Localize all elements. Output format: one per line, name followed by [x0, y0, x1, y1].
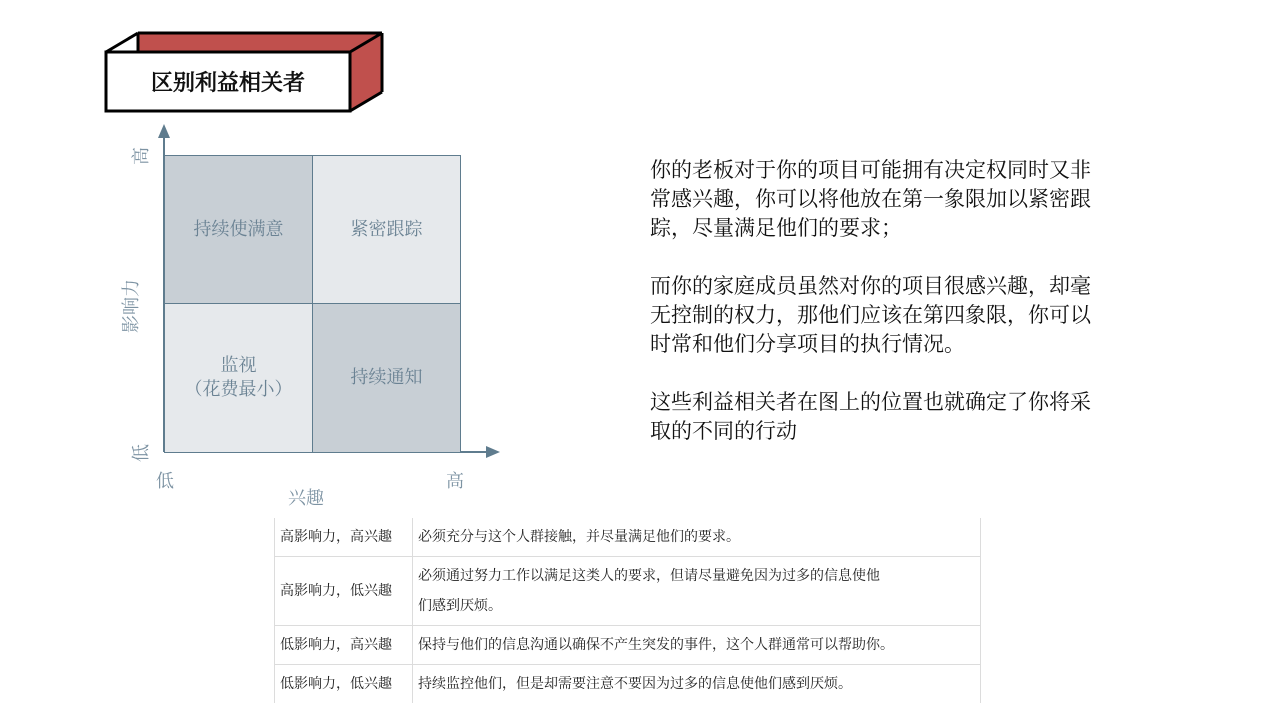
row-category: 高影响力，高兴趣 — [275, 518, 413, 557]
y-axis-label: 影响力 — [121, 279, 142, 333]
row-category: 低影响力，高兴趣 — [275, 626, 413, 665]
quadrant-manage-closely — [312, 155, 461, 304]
quadrant-sublabel: （花费最小） — [184, 379, 293, 400]
slide-title: 区别利益相关者 — [150, 71, 305, 96]
row-action: 保持与他们的信息沟通以确保不产生突发的事件，这个人群通常可以帮助你。 — [413, 626, 981, 665]
description-text — [650, 156, 1100, 475]
table-row — [275, 557, 981, 626]
x-axis-arrow-icon — [486, 446, 500, 458]
x-axis-high-label: 高 — [446, 471, 464, 492]
x-axis-label: 兴趣 — [288, 488, 324, 509]
row-action: 必须通过努力工作以满足这类人的要求，但请尽量避免因为过多的信息使他们感到厌烦。 — [413, 557, 981, 626]
x-axis-low-label: 低 — [156, 471, 174, 492]
strategy-table — [274, 518, 981, 703]
y-axis-low-label: 低 — [131, 444, 152, 462]
y-axis-high-label: 高 — [131, 147, 152, 165]
description-paragraph: 你的老板对于你的项目可能拥有决定权同时又非常感兴趣，你可以将他放在第一象限加以紧密跟踪，尽量满足他们的要求； — [650, 158, 1091, 240]
table-row — [275, 665, 981, 704]
quadrant-label: 持续使满意 — [193, 218, 284, 240]
description-paragraph: 这些利益相关者在图上的位置也就确定了你将采取的不同的行动 — [650, 390, 1091, 443]
stakeholder-matrix — [0, 0, 520, 520]
quadrant-label: 监视 — [220, 355, 257, 376]
row-action: 必须充分与这个人群接触，并尽量满足他们的要求。 — [413, 518, 981, 557]
quadrant-label: 持续通知 — [350, 367, 423, 388]
y-axis-arrow-icon — [158, 124, 170, 138]
row-category: 低影响力，低兴趣 — [275, 665, 413, 704]
quadrant-label: 紧密跟踪 — [350, 218, 423, 240]
quadrant-monitor — [164, 303, 313, 453]
row-category: 高影响力，低兴趣 — [275, 557, 413, 626]
row-action: 持续监控他们，但是却需要注意不要因为过多的信息使他们感到厌烦。 — [413, 665, 981, 704]
table-row — [275, 626, 981, 665]
quadrant-keep-satisfied — [164, 155, 313, 304]
description-paragraph: 而你的家庭成员虽然对你的项目很感兴趣，却毫无控制的权力，那他们应该在第四象限，你可以时常和他们分享项目的执行情况。 — [650, 274, 1091, 356]
quadrant-keep-informed — [312, 303, 461, 453]
table-row — [275, 518, 981, 557]
